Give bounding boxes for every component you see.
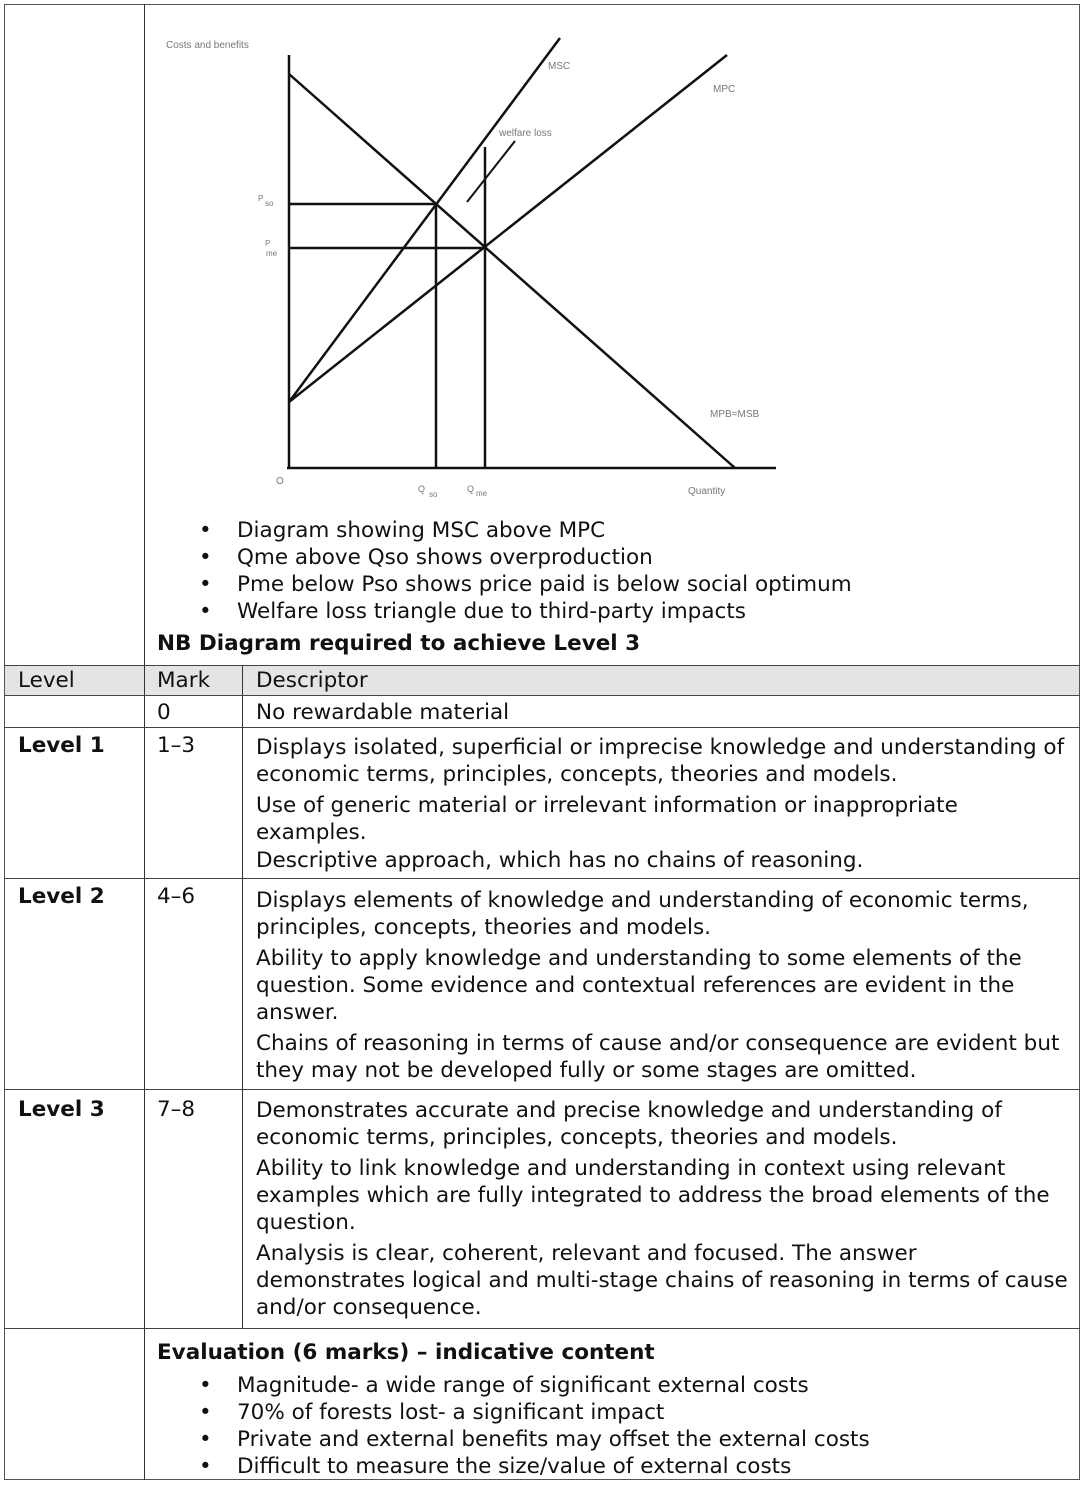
header-level: Level <box>18 668 75 693</box>
descriptor-paragraph: Analysis is clear, coherent, relevant and focused. The answer demonstrates logical and multi-stage chains of reasoning in terms of cause and/or consequence. <box>256 1241 1068 1320</box>
descriptor-paragraph: Descriptive approach, which has no chains of reasoning. <box>256 848 864 873</box>
descriptor-paragraph: Displays elements of knowledge and understanding of economic terms, principles, concepts, theories and models. <box>256 888 1029 940</box>
pso-label-sub: so <box>265 199 274 208</box>
evaluation-title: Evaluation (6 marks) – indicative content <box>157 1340 655 1365</box>
list-item: • Diagram showing MSC above MPC <box>157 517 852 544</box>
row-divider <box>4 1089 1080 1090</box>
column-divider-mark <box>242 666 243 1328</box>
qme-label-sub: me <box>476 489 488 498</box>
row-level: Level 2 <box>18 884 105 909</box>
list-item: • Welfare loss triangle due to third-party impacts <box>157 598 852 625</box>
demand-label: MPB=MSB <box>710 409 760 420</box>
mpc-label: MPC <box>713 84 736 95</box>
descriptor-paragraph: Demonstrates accurate and precise knowledge and understanding of economic terms, principles, concepts, theories and models. <box>256 1098 1002 1150</box>
row-level: Level 1 <box>18 733 105 758</box>
row-descriptor <box>256 1097 1071 1325</box>
list-item: • Qme above Qso shows overproduction <box>157 544 852 571</box>
evaluation-points-list <box>157 1372 870 1480</box>
row-descriptor: No rewardable material <box>256 700 510 725</box>
row-level: Level 3 <box>18 1097 105 1122</box>
header-mark: Mark <box>157 668 211 693</box>
list-item: • Magnitude- a wide range of significant external costs <box>157 1372 870 1399</box>
externality-diagram <box>0 0 1088 520</box>
x-axis-label: Quantity <box>688 486 726 497</box>
list-item: • Pme below Pso shows price paid is below social optimum <box>157 571 852 598</box>
descriptor-paragraph: Chains of reasoning in terms of cause and/or consequence are evident but they may not be developed fully or some stages are omitted. <box>256 1031 1060 1083</box>
row-divider <box>4 665 1080 666</box>
list-item: • Difficult to measure the size/value of external costs <box>157 1453 870 1480</box>
header-descriptor: Descriptor <box>256 668 368 693</box>
row-divider <box>4 878 1080 879</box>
descriptor-paragraph: Ability to link knowledge and understanding in context using relevant examples which are fully integrated to address the broad elements of the question. <box>256 1156 1050 1235</box>
pme-label-main: P <box>265 239 271 248</box>
list-item: • 70% of forests lost- a significant impact <box>157 1399 870 1426</box>
welfare-loss-label: welfare loss <box>499 128 552 139</box>
row-descriptor <box>256 734 1071 878</box>
row-mark: 4–6 <box>157 884 196 909</box>
descriptor-paragraph: Ability to apply knowledge and understanding to some elements of the question. Some evidence and contextual references are evident in the answer. <box>256 946 1022 1025</box>
row-mark: 7–8 <box>157 1097 196 1122</box>
row-divider <box>4 1328 1080 1329</box>
descriptor-paragraph: Use of generic material or irrelevant information or inappropriate examples. <box>256 793 958 845</box>
row-mark: 1–3 <box>157 733 196 758</box>
qso-label-sub: so <box>429 490 438 499</box>
row-mark: 0 <box>157 700 171 725</box>
qso-label-main: Q <box>418 484 426 494</box>
list-item: • Private and external benefits may offset the external costs <box>157 1426 870 1453</box>
diagram-note: NB Diagram required to achieve Level 3 <box>157 631 641 656</box>
y-axis-label: Costs and benefits <box>166 40 249 51</box>
row-descriptor <box>256 887 1071 1088</box>
row-divider <box>4 695 1080 696</box>
origin-label: O <box>276 476 284 487</box>
indicative-points-list <box>157 517 852 625</box>
welfare-loss-pointer <box>467 141 515 202</box>
pme-label-sub: me <box>266 249 278 258</box>
row-divider <box>4 727 1080 728</box>
qme-label-main: Q <box>467 484 475 494</box>
descriptor-paragraph: Displays isolated, superficial or imprecise knowledge and understanding of economic terms, principles, concepts, theories and models. <box>256 735 1065 787</box>
msc-label: MSC <box>548 61 571 72</box>
pso-label-main: P <box>258 194 264 203</box>
